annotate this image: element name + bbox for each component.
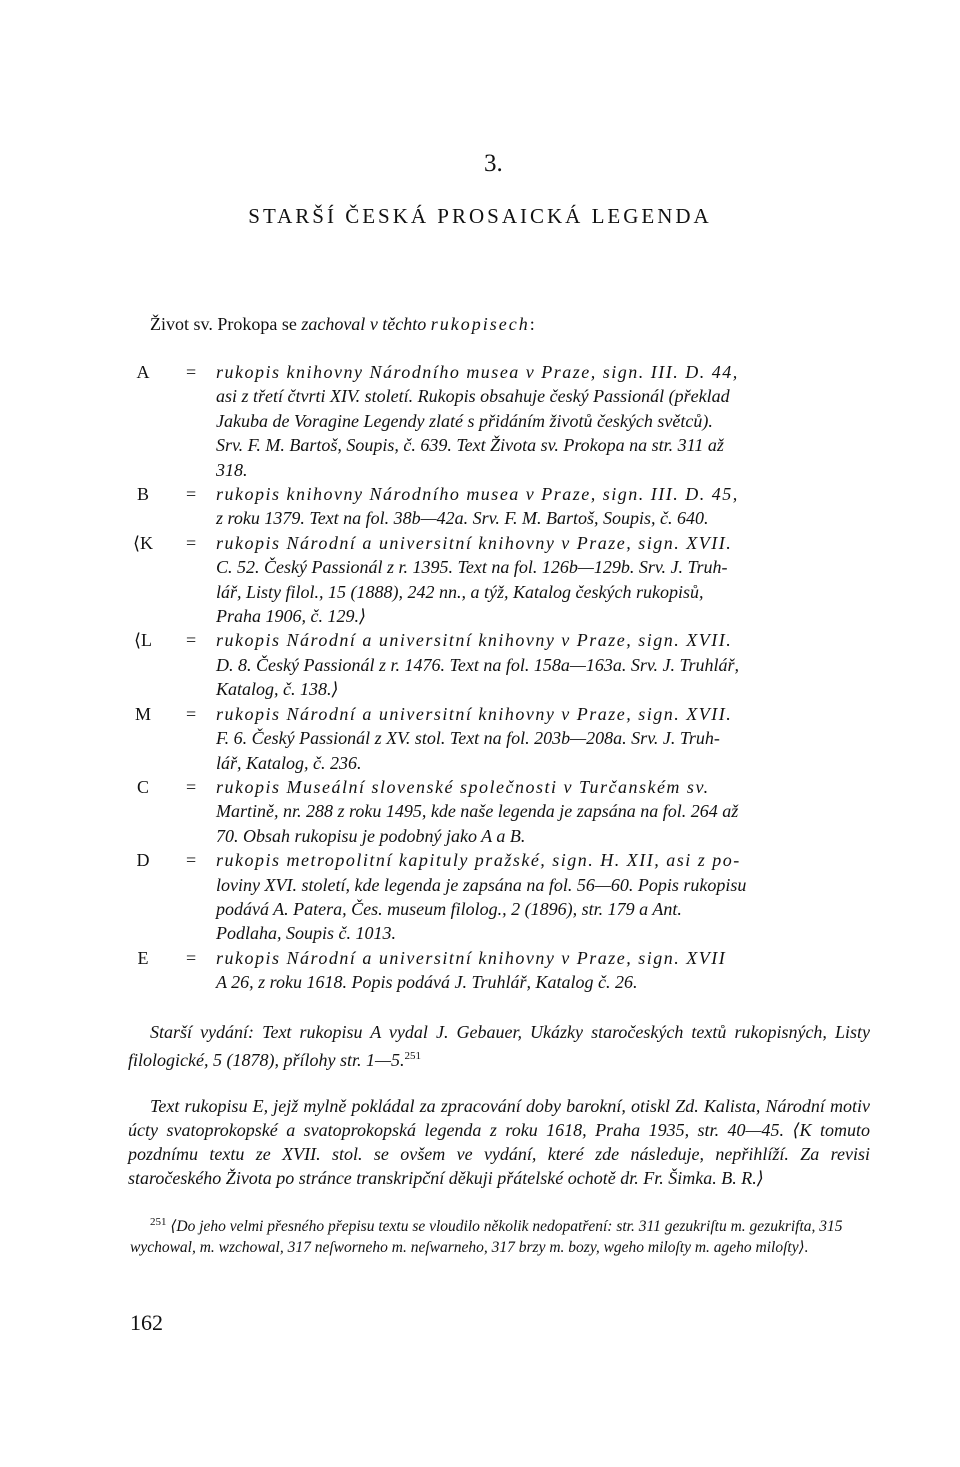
- intro-text-b: zachoval v těchto: [301, 314, 431, 334]
- entry-line: Srv. F. M. Bartoš, Soupis, č. 639. Text Života sv. Prokopa na str. 311 až: [216, 435, 724, 456]
- entry-description: [216, 482, 870, 531]
- entry-line: rukopis knihovny Národního musea v Praze, sign. III. D. 45,: [216, 484, 739, 505]
- entry-equals-sign: =: [186, 850, 197, 871]
- manuscript-entry: [130, 702, 870, 775]
- entry-description: [216, 531, 870, 629]
- entry-sigla: D: [136, 850, 150, 871]
- entry-line: D. 8. Český Passionál z r. 1476. Text na fol. 158a—163a. Srv. J. Truhlář,: [216, 654, 740, 675]
- entry-line: rukopis Národní a universitní knihovny v Praze, sign. XVII.: [216, 630, 733, 651]
- entry-sigla: E: [137, 947, 149, 968]
- entry-line: rukopis Národní a universitní knihovny v Praze, sign. XVII: [216, 947, 727, 968]
- chapter-number: 3.: [484, 150, 503, 177]
- entry-equals-sign: =: [186, 703, 197, 724]
- entry-line: A 26, z roku 1618. Popis podává J. Truhlář, Katalog č. 26.: [216, 972, 638, 993]
- entry-sigla: ⟨K: [132, 532, 154, 553]
- entry-line: rukopis knihovny Národního musea v Praze, sign. III. D. 44,: [216, 362, 739, 382]
- entry-line: podává A. Patera, Čes. museum filolog., 2 (1896), str. 179 a Ant.: [216, 898, 682, 919]
- entry-description: [216, 946, 870, 995]
- footnote-number: 251: [150, 1216, 167, 1228]
- edition-text-1: Starší vydání: Text rukopisu A vydal J. Gebauer, Ukázky staročeských textů rukopisných, Listy filologické, 5 (1878), přílohy str. 1—5.: [128, 1022, 870, 1070]
- edition-paragraph-2: [128, 1094, 870, 1190]
- edition-paragraph-1: [128, 1020, 870, 1072]
- entry-description: [216, 702, 870, 775]
- entry-equals-sign: =: [186, 630, 197, 651]
- intro-line: [150, 314, 535, 335]
- entry-equals-sign: =: [186, 532, 197, 553]
- manuscript-entry: [130, 628, 870, 701]
- entry-description: [216, 775, 870, 848]
- manuscript-entry: [130, 482, 870, 531]
- entry-equals-sign: =: [186, 947, 197, 968]
- entry-line: z roku 1379. Text na fol. 38b—42a. Srv. F. M. Bartoš, Soupis, č. 640.: [216, 508, 709, 529]
- edition-notes: [128, 1020, 870, 1212]
- entry-equals-sign: =: [186, 484, 197, 505]
- edition-text-2: Text rukopisu E, jejž mylně pokládal za zpracování doby barokní, otiskl Zd. Kalista, Národní motiv úcty svatoprokopské a svatoprokopská legenda z roku 1618, Praha 1935, str. 40—45. ⟨K tomuto pozdnímu textu ze XVII. stol. se ovšem ve vydání, které zde následuje, nepřihlíží. Za revisi staročeského Života po stránce transkripční děkuji přátelské ochotě dr. Fr. Šimka. B. R.⟩: [128, 1096, 870, 1188]
- entry-line: rukopis Museální slovenské společnosti v Turčanském sv.: [216, 776, 710, 797]
- manuscript-list: [130, 360, 870, 995]
- entry-line: lář, Listy filol., 15 (1888), 242 nn., a týž, Katalog českých rukopisů,: [216, 581, 704, 602]
- intro-text-d: :: [529, 314, 535, 334]
- entry-line: C. 52. Český Passionál z r. 1395. Text na fol. 126b—129b. Srv. J. Truh-: [216, 557, 728, 578]
- manuscript-entry: [130, 360, 870, 482]
- entry-description: [216, 848, 870, 946]
- footnote-text: ⟨Do jeho velmi přesného přepisu textu se vloudilo několik nedopatření: str. 311 gezukriſtu m. gezukrifta, 315 wychowal, m. wzchowal, 317 neſworneho m. neſwarneho, 317 brzy m. bozy, wgeho miloſty m. ageho miloſty⟩.: [130, 1218, 843, 1256]
- entry-description: [216, 628, 870, 701]
- entry-sigla: B: [136, 484, 149, 505]
- intro-text-a: Život sv. Prokopa se: [150, 314, 302, 334]
- chapter-title: STARŠÍ ČESKÁ PROSAICKÁ LEGENDA: [248, 204, 712, 228]
- manuscript-entry: [130, 531, 870, 629]
- entry-sigla: ⟨L: [133, 630, 153, 651]
- manuscript-entry: [130, 946, 870, 995]
- manuscript-entry: [130, 775, 870, 848]
- entry-line: Praha 1906, č. 129.⟩: [216, 606, 367, 627]
- entry-line: rukopis Národní a universitní knihovny v Praze, sign. XVII.: [216, 532, 733, 553]
- entry-line: Katalog, č. 138.⟩: [216, 679, 339, 700]
- footnote: [130, 1212, 870, 1258]
- entry-line: loviny XVI. století, kde legenda je zapsána na fol. 56—60. Popis rukopisu: [216, 874, 747, 895]
- entry-line: Podlaha, Soupis č. 1013.: [216, 923, 396, 944]
- manuscript-entry: [130, 848, 870, 946]
- page-number: 162: [130, 1310, 163, 1335]
- entry-line: rukopis metropolitní kapituly pražské, sign. H. XII, asi z po-: [216, 850, 741, 871]
- entry-line: rukopis Národní a universitní knihovny v Praze, sign. XVII.: [216, 703, 733, 724]
- entry-description: [216, 360, 870, 482]
- entry-line: asi z třetí čtvrti XIV. století. Rukopis obsahuje český Passionál (překlad: [216, 386, 730, 407]
- entry-equals-sign: =: [186, 776, 197, 797]
- entry-line: 70. Obsah rukopisu je podobný jako A a B.: [216, 825, 526, 846]
- entry-line: Jakuba de Voragine Legendy zlaté s přidáním životů českých světců).: [216, 410, 713, 431]
- footnote-ref[interactable]: 251: [404, 1050, 421, 1062]
- entry-line: Martině, nr. 288 z roku 1495, kde naše legenda je zapsána na fol. 264 až: [216, 801, 739, 822]
- entry-line: lář, Katalog, č. 236.: [216, 752, 362, 773]
- entry-equals-sign: =: [186, 362, 197, 382]
- entry-sigla: M: [134, 703, 151, 724]
- entry-line: 318.: [216, 459, 248, 480]
- entry-sigla: C: [136, 776, 149, 797]
- intro-text-c: rukopisech: [430, 314, 530, 334]
- entry-line: F. 6. Český Passionál z XV. stol. Text na fol. 203b—208a. Srv. J. Truh-: [216, 728, 720, 749]
- entry-sigla: A: [136, 362, 150, 382]
